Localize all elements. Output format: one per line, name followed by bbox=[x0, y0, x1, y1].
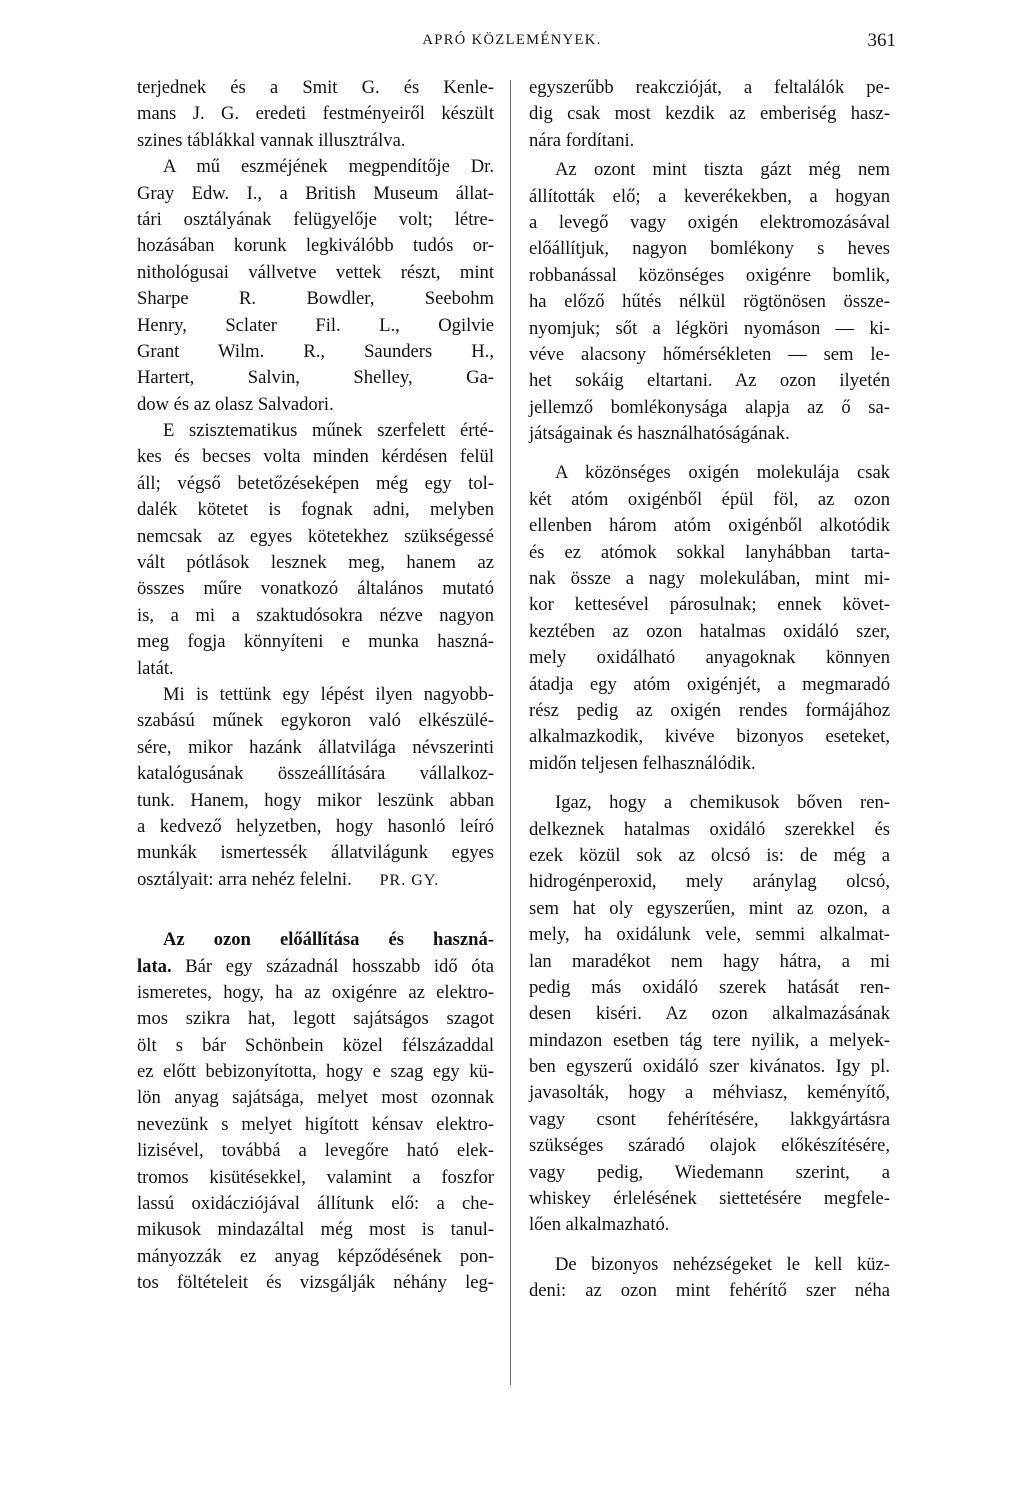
text-line: sem hat oly egyszerűen, mint az ozon, a bbox=[529, 897, 890, 919]
page-number: 361 bbox=[867, 30, 896, 51]
text-line: is, a mi a szaktudósokra nézve nagyon bbox=[137, 604, 494, 626]
section-spacer bbox=[137, 893, 494, 927]
text-line: javasolták, hogy a méhviasz, keményítő, bbox=[529, 1082, 890, 1104]
text-line: Igaz, hogy a chemikusok bőven ren- bbox=[555, 792, 890, 814]
author-signature: PR. GY. bbox=[379, 871, 440, 889]
text-line: szabású műnek egykoron való elkészülé- bbox=[137, 710, 494, 732]
text-line: mely oxidálható anyagoknak könnyen bbox=[529, 647, 890, 669]
text-line: De bizonyos nehézségeket le kell küz- bbox=[555, 1253, 890, 1275]
text-line: Mi is tettünk egy lépést ilyen nagyobb- bbox=[163, 683, 494, 705]
text-line: előállítjuk, nagyon bomlékony s heves bbox=[529, 238, 890, 260]
text-line: Gray Edw. I., a British Museum állat- bbox=[137, 182, 494, 204]
text-line-content: osztályait: arra nehéz felelni. bbox=[137, 868, 352, 890]
text-line: dow és az olasz Salvadori. bbox=[137, 393, 334, 415]
text-line: A közönséges oxigén molekulája csak bbox=[555, 462, 890, 484]
text-line: tunk. Hanem, hogy mikor leszünk abban bbox=[137, 789, 494, 811]
text-line: nemcsak az egyes kötetekhez szükségessé bbox=[137, 525, 494, 547]
right-column bbox=[529, 75, 890, 1305]
text-line: összes műre vonatkozó általános mutató bbox=[137, 578, 494, 600]
left-column bbox=[137, 75, 494, 1297]
running-head: APRÓ KÖZLEMÉNYEK. bbox=[422, 32, 602, 48]
text-line: mindazon esetben tág tere nyilik, a melyek- bbox=[529, 1029, 890, 1051]
text-line: mans J. G. eredeti festményeiről készült bbox=[137, 103, 494, 125]
text-line bbox=[137, 867, 494, 893]
text-line: nevezünk s melyet higított kénsav elektro- bbox=[137, 1113, 494, 1135]
text-line: keztében az ozon hatalmas oxidáló szer, bbox=[529, 620, 890, 642]
text-line: kor kettesével párosulnak; ennek követ- bbox=[529, 594, 890, 616]
section-title-line bbox=[137, 927, 494, 953]
text-line: latát. bbox=[137, 657, 174, 679]
text-line: tos föltételeit és vizsgálják néhány leg- bbox=[137, 1272, 494, 1294]
text-line: pedig más oxidáló szerek hatását ren- bbox=[529, 976, 890, 998]
text-line: alkalmazkodik, kivéve bizonyos eseteket, bbox=[529, 726, 890, 748]
text-line: rész pedig az oxigén rendes formájához bbox=[529, 699, 890, 721]
text-line: és ez atómok sokkal lanyhábban tarta- bbox=[529, 541, 890, 563]
text-line: vagy pedig, Wiedemann szerint, a bbox=[529, 1161, 890, 1183]
text-line: tári osztályának felügyelője volt; létre- bbox=[137, 208, 494, 230]
text-line: Henry, Sclater Fil. L., Ogilvie bbox=[137, 314, 494, 336]
text-line: Sharpe R. Bowdler, Seebohm bbox=[137, 288, 494, 310]
text-line: hidrogénperoxid, mely aránylag olcsó, bbox=[529, 871, 890, 893]
text-line: állították elő; a keverékekben, a hogyan bbox=[529, 185, 890, 207]
text-line: nithológusai vállvetve vettek részt, mint bbox=[137, 261, 494, 283]
text-line: mos szikra hat, legott sajátságos szagot bbox=[137, 1008, 494, 1030]
text-line: meg fogja könnyíteni e munka haszná- bbox=[137, 631, 494, 653]
text-line: lizisével, továbbá a levegőre ható elek- bbox=[137, 1140, 494, 1162]
text-line: ezek közül sok az olcsó is: de még a bbox=[529, 844, 890, 866]
text-line: delkeznek hatalmas oxidáló szerekkel és bbox=[529, 818, 890, 840]
text-line: mikusok mindazáltal még most is tanul- bbox=[137, 1219, 494, 1241]
text-line: két atóm oxigénből épül föl, az ozon bbox=[529, 488, 890, 510]
text-line: deni: az ozon mint fehérítő szer néha bbox=[529, 1280, 890, 1302]
text-line: szines táblákkal vannak illusztrálva. bbox=[137, 129, 406, 151]
text-line: vált pótlások lesznek meg, hanem az bbox=[137, 552, 494, 574]
paragraph-spacer bbox=[529, 447, 890, 460]
text-line-content: Bár egy századnál hosszabb idő óta bbox=[171, 955, 494, 977]
text-line: ismeretes, hogy, ha az oxigénre az elektro- bbox=[137, 981, 494, 1003]
paragraph-spacer bbox=[529, 777, 890, 790]
text-line: tromos kisütésekkel, valamint a foszfor bbox=[137, 1166, 494, 1188]
text-line: Grant Wilm. R., Saunders H., bbox=[137, 340, 494, 362]
text-line: A mű eszméjének megpendítője Dr. bbox=[163, 156, 494, 178]
text-line: áll; végső betetőzéseképen még egy tol- bbox=[137, 472, 494, 494]
text-line: mányozzák ez anyag képződésének pon- bbox=[137, 1245, 494, 1267]
text-line: lően alkalmazható. bbox=[529, 1214, 670, 1236]
text-line: Az ozont mint tiszta gázt még nem bbox=[555, 159, 890, 181]
text-line: átadja egy atóm oxigénjét, a megmaradó bbox=[529, 673, 890, 695]
text-line: ellenben három atóm oxigénből alkotódik bbox=[529, 515, 890, 537]
text-line: robbanással közönséges oxigénre bomlik, bbox=[529, 264, 890, 286]
text-line: munkák ismertessék állatvilágunk egyes bbox=[137, 842, 494, 864]
text-line: midőn teljesen felhasználódik. bbox=[529, 752, 756, 774]
text-line: desen kiséri. Az ozon alkalmazásának bbox=[529, 1003, 890, 1025]
text-line: dig csak most kezdik az emberiség hasz- bbox=[529, 103, 890, 125]
text-line: véve alacsony hőmérsékleten — sem le- bbox=[529, 343, 890, 365]
page-header bbox=[0, 30, 1024, 58]
text-line: szükséges száradó olajok előkészítésére, bbox=[529, 1135, 890, 1157]
text-line: vagy csont fehérítésére, lakkgyártásra bbox=[529, 1108, 890, 1130]
text-line: lan maradékot nem hagy hátra, a mi bbox=[529, 950, 890, 972]
paragraph-spacer bbox=[529, 1239, 890, 1252]
text-line: egyszerűbb reakczióját, a feltalálók pe- bbox=[529, 77, 890, 98]
text-line: játságainak és használhatóságának. bbox=[529, 423, 790, 445]
text-line: ölt s bár Schönbein közel félszázaddal bbox=[137, 1034, 494, 1056]
text-line: kes és becses volta minden kérdésen felül bbox=[137, 446, 494, 468]
text-line: hozásában korunk legkiválóbb tudós or- bbox=[137, 235, 494, 257]
text-line: lön anyag sajátsága, melyet most ozonnak bbox=[137, 1087, 494, 1109]
text-line: lassú oxidácziójával állítunk elő: a che- bbox=[137, 1193, 494, 1215]
text-line: ha előző hűtés nélkül rögtönösen össze- bbox=[529, 291, 890, 313]
text-line: ben egyszerű oxidáló szer kivánatos. Igy pl. bbox=[529, 1056, 890, 1078]
column-divider bbox=[510, 80, 511, 1385]
text-line: Hartert, Salvin, Shelley, Ga- bbox=[137, 367, 494, 389]
text-line: jellemző bomlékonysága alapja az ő sa- bbox=[529, 396, 890, 418]
text-line: nyomjuk; sőt a légköri nyomáson — ki- bbox=[529, 317, 890, 339]
text-line: sére, mikor hazánk állatvilága névszerinti bbox=[137, 736, 494, 758]
text-line: E szisztematikus műnek szerfelett érté- bbox=[163, 420, 494, 442]
text-line: a levegő vagy oxigén elektromozásával bbox=[529, 211, 890, 233]
text-line: het sokáig eltartani. Az ozon ilyetén bbox=[529, 370, 890, 392]
text-line: nára fordítani. bbox=[529, 129, 635, 151]
text-line: dalék kötetet is fognak adni, melyben bbox=[137, 499, 494, 521]
text-line: ez előtt bebizonyította, hogy e szag egy kü- bbox=[137, 1061, 494, 1083]
section-title-end: lata. bbox=[137, 955, 172, 977]
text-line: katalógusának összeállítására vállalkoz- bbox=[137, 763, 494, 785]
section-title: Az ozon előállítása és haszná- bbox=[163, 929, 494, 951]
text-line: mely, ha oxidálunk vele, semmi alkalmat- bbox=[529, 924, 890, 946]
text-line: nak össze a nagy molekulában, mint mi- bbox=[529, 568, 890, 590]
text-line: a kedvező helyzetben, hogy hasonló leíró bbox=[137, 815, 494, 837]
text-line: terjednek és a Smit G. és Kenle- bbox=[137, 77, 494, 98]
text-line: whiskey érlelésének siettetésére megfele- bbox=[529, 1188, 890, 1210]
text-line bbox=[137, 954, 494, 980]
